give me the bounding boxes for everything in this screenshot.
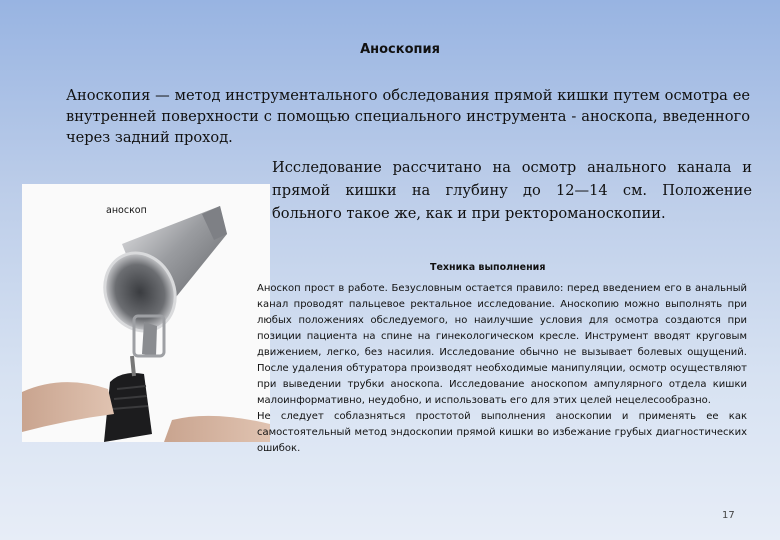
technique-paragraph-2: Не следует соблазняться простотой выполнения аноскопии и применять ее как самостоятельный метод эндоскопии прямой кишки во избежание грубых диагностических ошибок.	[257, 411, 747, 454]
anoscope-photo	[22, 184, 270, 442]
slide-title: Аноскопия	[360, 42, 440, 57]
anoscope-label: аноскоп	[106, 205, 147, 216]
technique-title: Техника выполнения	[430, 262, 546, 273]
technique-paragraph-1: Аноскоп прост в работе. Безусловным остается правило: перед введением его в анальный канал проводят пальцевое ректальное исследование. Аноскопию можно выполнять при любых положениях обследуемого, но наилучшие условия для осмотра создаются при позиции пациента на спине на гинекологическом кресле. Инструмент вводят круговым движением, легко, без насилия. Исследование обычно не вызывает болевых ощущений. После удаления обтуратора производят необходимые манипуляции, осмотр осуществляют при выведении трубки аноскопа. Исследование аноскопом ампулярного отдела кишки малоинформативно, неудобно, и использовать его для этих целей нецелесообразно.	[257, 283, 747, 406]
research-paragraph: Исследование рассчитано на осмотр анального канала и прямой кишки на глубину до 12—14 см. Положение больного такое же, как и при ректороманоскопии.	[272, 159, 752, 222]
intro-paragraph: Аноскопия — метод инструментального обследования прямой кишки путем осмотра ее внутренней поверхности с помощью специального инструмента - аноскопа, введенного через задний проход.	[66, 87, 750, 146]
page-number: 17	[722, 510, 735, 521]
technique-text	[257, 281, 747, 457]
anoscope-illustration	[22, 184, 270, 442]
